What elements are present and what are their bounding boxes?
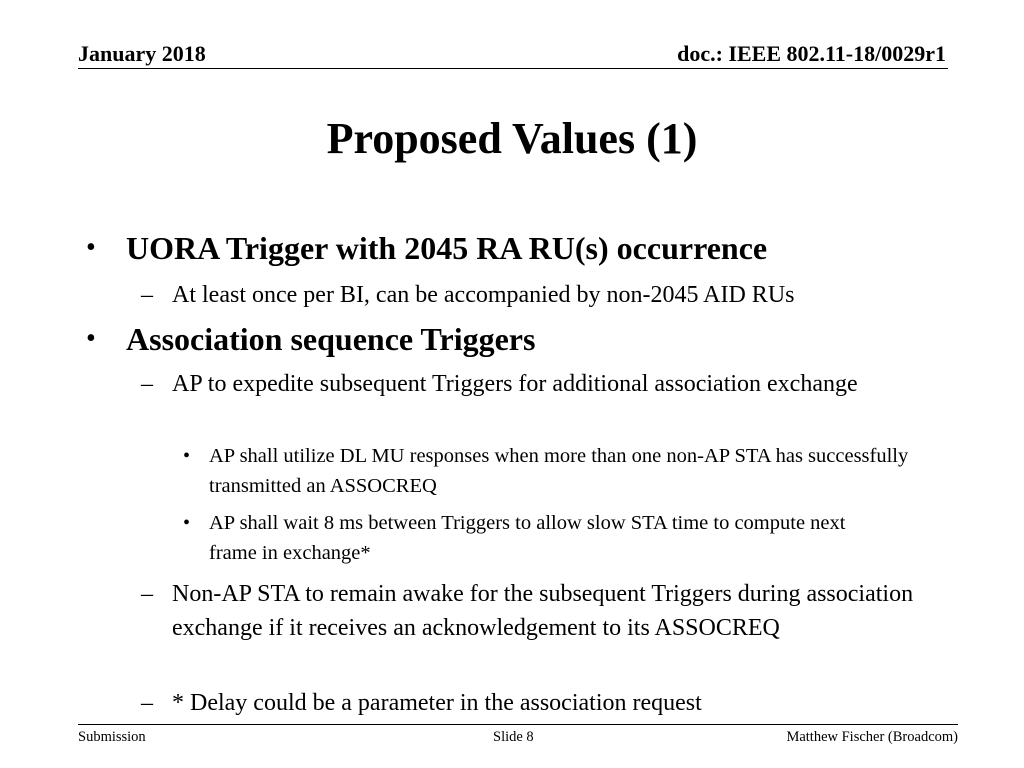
bullet-uora-trigger: UORA Trigger with 2045 RA RU(s) occurrence — [126, 230, 768, 266]
footer-submission: Submission — [78, 729, 146, 745]
dash-icon: – — [141, 371, 153, 397]
footer-divider — [78, 724, 958, 725]
header-date: January 2018 — [78, 41, 206, 66]
slide-title: Proposed Values (1) — [326, 114, 698, 163]
sub-sub-bullet-wait-8ms: AP shall wait 8 ms between Triggers to allow slow STA time to compute next frame in exchange* — [209, 512, 846, 564]
sub-sub-bullet-dl-mu: AP shall utilize DL MU responses when more than one non-AP STA has successfully transmitted an ASSOCREQ — [209, 445, 909, 497]
bullet-icon: • — [183, 445, 191, 467]
bullet-icon: • — [86, 232, 96, 263]
sub-bullet-once-per-bi: At least once per BI, can be accompanied by non-2045 AID RUs — [172, 282, 795, 308]
footer-author: Matthew Fischer (Broadcom) — [786, 729, 958, 745]
bullet-icon: • — [183, 512, 191, 534]
sub-bullet-ap-expedite: AP to expedite subsequent Triggers for additional association exchange — [172, 371, 858, 397]
sub-bullet-non-ap-awake: Non-AP STA to remain awake for the subsequent Triggers during association exchange if it receives an acknowledgement to its ASSOCREQ — [172, 581, 914, 641]
bullet-icon: • — [86, 323, 96, 354]
header-doc-id: doc.: IEEE 802.11-18/0029r1 — [677, 41, 946, 66]
footer-slide-number: Slide 8 — [493, 729, 534, 745]
dash-icon: – — [141, 282, 153, 308]
sub-bullet-delay-parameter: * Delay could be a parameter in the association request — [172, 690, 702, 716]
dash-icon: – — [141, 581, 153, 607]
bullet-association-triggers: Association sequence Triggers — [126, 321, 536, 357]
dash-icon: – — [141, 690, 153, 716]
